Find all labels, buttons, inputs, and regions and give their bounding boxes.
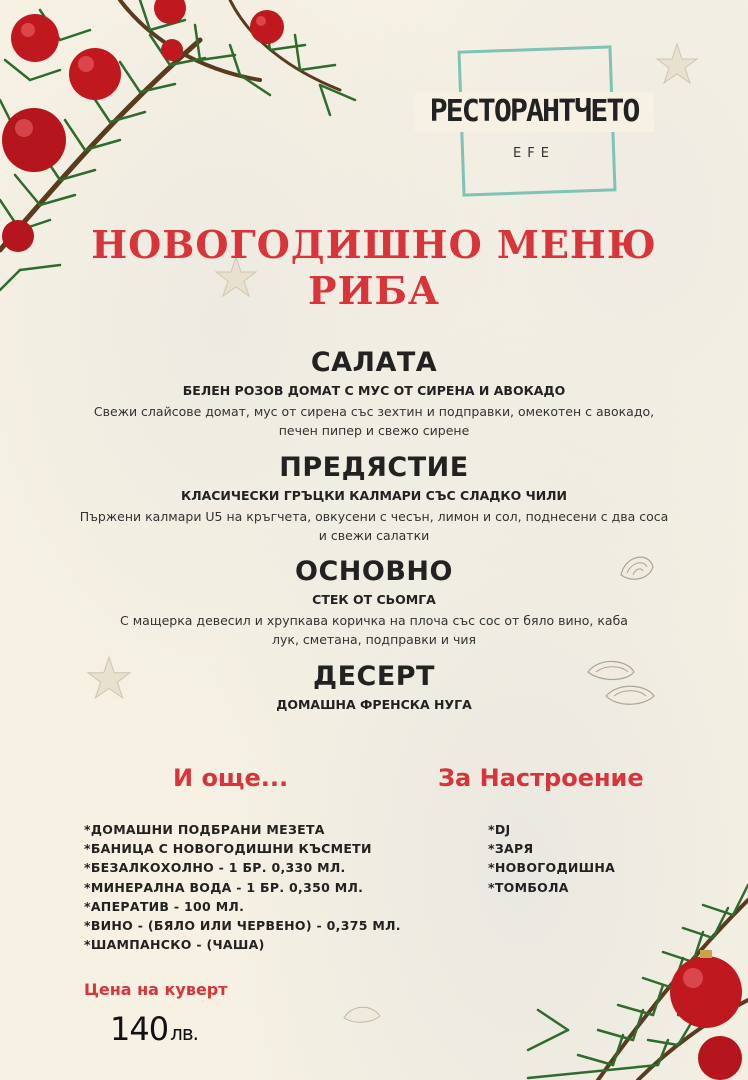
course-name: ДЕСЕРТ <box>313 661 435 692</box>
course-starter <box>60 451 688 545</box>
dish-description <box>60 402 688 440</box>
dish-name: КЛАСИЧЕСКИ ГРЪЦКИ КАЛМАРИ СЪС СЛАДКО ЧИЛИ <box>180 488 568 503</box>
dish-name: СТЕК ОТ СЬОМГА <box>312 592 436 607</box>
price-unit: лв. <box>170 1021 199 1045</box>
menu-title: НОВОГОДИШНО МЕНЮ <box>91 222 657 267</box>
mood-heading: За Настроение <box>438 764 644 792</box>
mood-list <box>488 820 615 897</box>
dish-description-line: Свежи слайсове домат, мус от сирена със зехтин и подправки, омекотен с авокадо, <box>93 404 655 419</box>
course-dessert <box>60 660 688 714</box>
price-label: Цена на куверт <box>84 980 228 999</box>
list-item: *НОВОГОДИШНА <box>488 860 616 876</box>
extras-heading: И още... <box>173 764 289 792</box>
dish-description-line: лук, сметана, подправки и чия <box>272 632 476 647</box>
list-item: *АПЕРАТИВ - 100 МЛ. <box>84 898 245 914</box>
starfish-icon <box>655 42 699 86</box>
list-item: *ЗАРЯ <box>488 841 534 857</box>
course-main <box>60 555 688 649</box>
dish-description <box>60 611 688 649</box>
logo-name: РЕСТОРАНТЧЕТО <box>414 92 654 132</box>
logo-sub: EFE <box>513 146 555 161</box>
list-item: *БАНИЦА С НОВОГОДИШНИ КЪСМЕТИ <box>84 841 372 857</box>
pine-branch-bottom-right-icon <box>508 880 748 1080</box>
list-item: *ШАМПАНСКО - (ЧАША) <box>84 937 265 953</box>
price-value <box>110 1010 198 1048</box>
dish-name: ДОМАШНА ФРЕНСКА НУГА <box>276 697 472 712</box>
dish-description-line: и свежи салатки <box>318 528 430 543</box>
menu-subtitle: РИБА <box>308 268 440 313</box>
course-name: САЛАТА <box>310 347 438 378</box>
list-item: *БЕЗАЛКОХОЛНО - 1 БР. 0,330 МЛ. <box>84 860 346 876</box>
course-salad <box>60 346 688 440</box>
extras-list <box>84 820 401 954</box>
list-item: *ТОМБОЛА <box>488 879 569 895</box>
seashell-icon <box>340 998 390 1028</box>
list-item: *МИНЕРАЛНА ВОДА - 1 БР. 0,350 МЛ. <box>84 879 364 895</box>
course-name: ОСНОВНО <box>295 556 453 587</box>
dish-description-line: печен пипер и свежо сирене <box>278 423 470 438</box>
price-amount: 140 <box>110 1010 169 1048</box>
dish-description-line: Пържени калмари U5 на кръгчета, овкусени с чесън, лимон и сол, поднесени с два соса <box>79 509 669 524</box>
list-item: *ДОМАШНИ ПОДБРАНИ МЕЗЕТА <box>84 822 325 837</box>
dish-name: БЕЛЕН РОЗОВ ДОМАТ С МУС ОТ СИРЕНА И АВОКАДО <box>182 383 566 398</box>
list-item: *ВИНО - (БЯЛО ИЛИ ЧЕРВЕНО) - 0,375 МЛ. <box>84 918 401 934</box>
dish-description-line: С мащерка девесил и хрупкава коричка на плоча със сос от бяло вино, каба <box>120 613 628 628</box>
list-item: *DJ <box>488 822 511 837</box>
course-name: ПРЕДЯСТИЕ <box>279 452 469 483</box>
dish-description <box>60 507 688 545</box>
